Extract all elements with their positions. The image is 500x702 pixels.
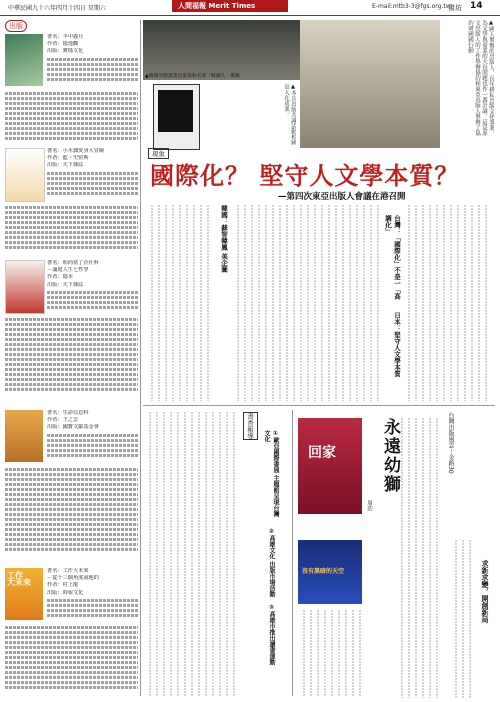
culture-report-tag: 書香報導 <box>243 412 258 440</box>
publishers-photo <box>300 20 440 148</box>
book-publisher: 出版：實瑪文化 <box>47 48 84 55</box>
book-title: 書名：半中義月 <box>47 34 84 40</box>
photo-caption: ▲韓國出版說業出東協和名會「韓國人」鄭俊 <box>145 74 240 79</box>
book-title: 書名：小木偶愛身大冒險 <box>47 148 105 154</box>
bookstore-photo <box>143 20 303 80</box>
text-columns <box>452 540 478 698</box>
cover-title: 沒有黑暗的天空 <box>302 568 345 575</box>
book-subtitle: －從十三個角度說地的 <box>47 575 99 582</box>
book-cover <box>5 410 43 462</box>
book-entry <box>5 34 138 144</box>
book-entry <box>5 260 138 400</box>
article-body-center <box>234 205 384 401</box>
headline: 國際化？ 堅守人文學本質？ <box>150 162 460 190</box>
book-subtitle: －滿庭人生七性學 <box>47 267 89 274</box>
youth-lion-body <box>398 418 442 698</box>
section-divider <box>143 405 495 406</box>
column-divider <box>292 410 293 696</box>
book-title: 書名：工作大未來 <box>47 568 89 574</box>
subheadline: —第四次東亞出版人會議在港召開 <box>278 192 406 202</box>
culture-subtitle: ①歐亞國際書展 主題館呈現台灣文化 <box>263 430 279 518</box>
publication-date: 中華民國九十六年四月十四日 星期六 <box>8 5 106 12</box>
article-author: 周浩 <box>366 500 372 511</box>
text-columns <box>300 610 364 696</box>
culture-report-body <box>146 412 238 696</box>
photo-caption: ▲本次出版共識活動相國出人在成業。 <box>283 84 296 145</box>
book-author: 作者：王之雲 <box>47 417 79 424</box>
youth-lion-body-lower <box>300 610 364 696</box>
book-publisher: 出版：天下雜誌 <box>47 281 84 288</box>
book-publisher: 出版：時報文化 <box>47 589 84 596</box>
book-publisher: 出版：天下雜誌 <box>47 162 84 169</box>
series-tag: 台灣出版風雲－金路30 <box>447 412 454 474</box>
book-title: 書名：和尚當了企社科 <box>47 260 99 266</box>
book-cover-blue <box>298 540 362 604</box>
book-list-column <box>5 20 138 698</box>
article-title: 永遠幼獅 <box>380 418 400 494</box>
book-entry <box>5 410 138 560</box>
section-name: 書坊 <box>448 4 462 12</box>
page-header <box>0 0 500 14</box>
page-number: 14 <box>470 1 483 11</box>
section-title-taiwan: 台灣：「國際化」不是一「高調化」 <box>384 215 401 300</box>
column-divider <box>140 20 141 696</box>
contact-email: E-mail:mtb3-3@fgs.org.tw <box>372 3 451 10</box>
book-cover <box>5 260 45 314</box>
article-body-left <box>148 205 213 401</box>
book-entry <box>5 568 138 698</box>
publish-section-tag: 出版 <box>5 20 27 32</box>
header-rule <box>0 15 500 16</box>
article-body-right <box>405 205 495 401</box>
phenomenon-tag: 現象 <box>148 148 169 159</box>
book-title: 書名：生命信息科 <box>47 410 89 416</box>
book-cover <box>5 34 43 86</box>
book-author: 作者：隱逸觀 <box>47 41 79 48</box>
innovation-heading: 求新求變，開創新局 <box>481 560 489 623</box>
culture-subtitle: ③高雄市推出讀書運動 <box>268 604 275 665</box>
cover-title: 回家 <box>308 445 336 461</box>
book-cover <box>5 148 45 202</box>
masthead: 人間福報 Merit Times <box>172 0 288 12</box>
book-author: 作者：村上龍 <box>47 582 79 589</box>
innovation-body <box>452 540 478 698</box>
photo-caption: ▲國人舉辦的出版人，長年耕耘出版文化事業，為文學與商業的大長問題也作一番計論。這是原文出版人的工作舉辦協約和東亞出版人舉辦了協約研國國行動 <box>467 20 494 136</box>
text-columns <box>148 205 213 401</box>
book-author: 作者：藍・史密斯 <box>47 155 89 162</box>
book-publisher: 出版：國寶文獻基金會 <box>47 424 99 431</box>
culture-subtitle: ②高雄文化 出版市場活動 <box>268 528 275 598</box>
seal-stamp <box>158 90 193 132</box>
text-columns <box>405 205 495 401</box>
section-title-japan: 日本：堅守人文學本質 <box>393 312 401 377</box>
book-author: 作者：隱本 <box>47 274 73 281</box>
seal-photo <box>153 84 200 150</box>
book-cover-red <box>298 418 362 514</box>
text-columns <box>234 205 384 401</box>
book-entry <box>5 148 138 256</box>
book-cover <box>5 568 43 620</box>
byline: 韓國：蘇智韓鳳 美企圖 <box>220 205 228 273</box>
text-columns <box>398 418 442 698</box>
text-columns <box>146 412 238 696</box>
cover-title-text: 工作 大未來 <box>7 571 31 588</box>
article-gutter <box>366 418 374 698</box>
